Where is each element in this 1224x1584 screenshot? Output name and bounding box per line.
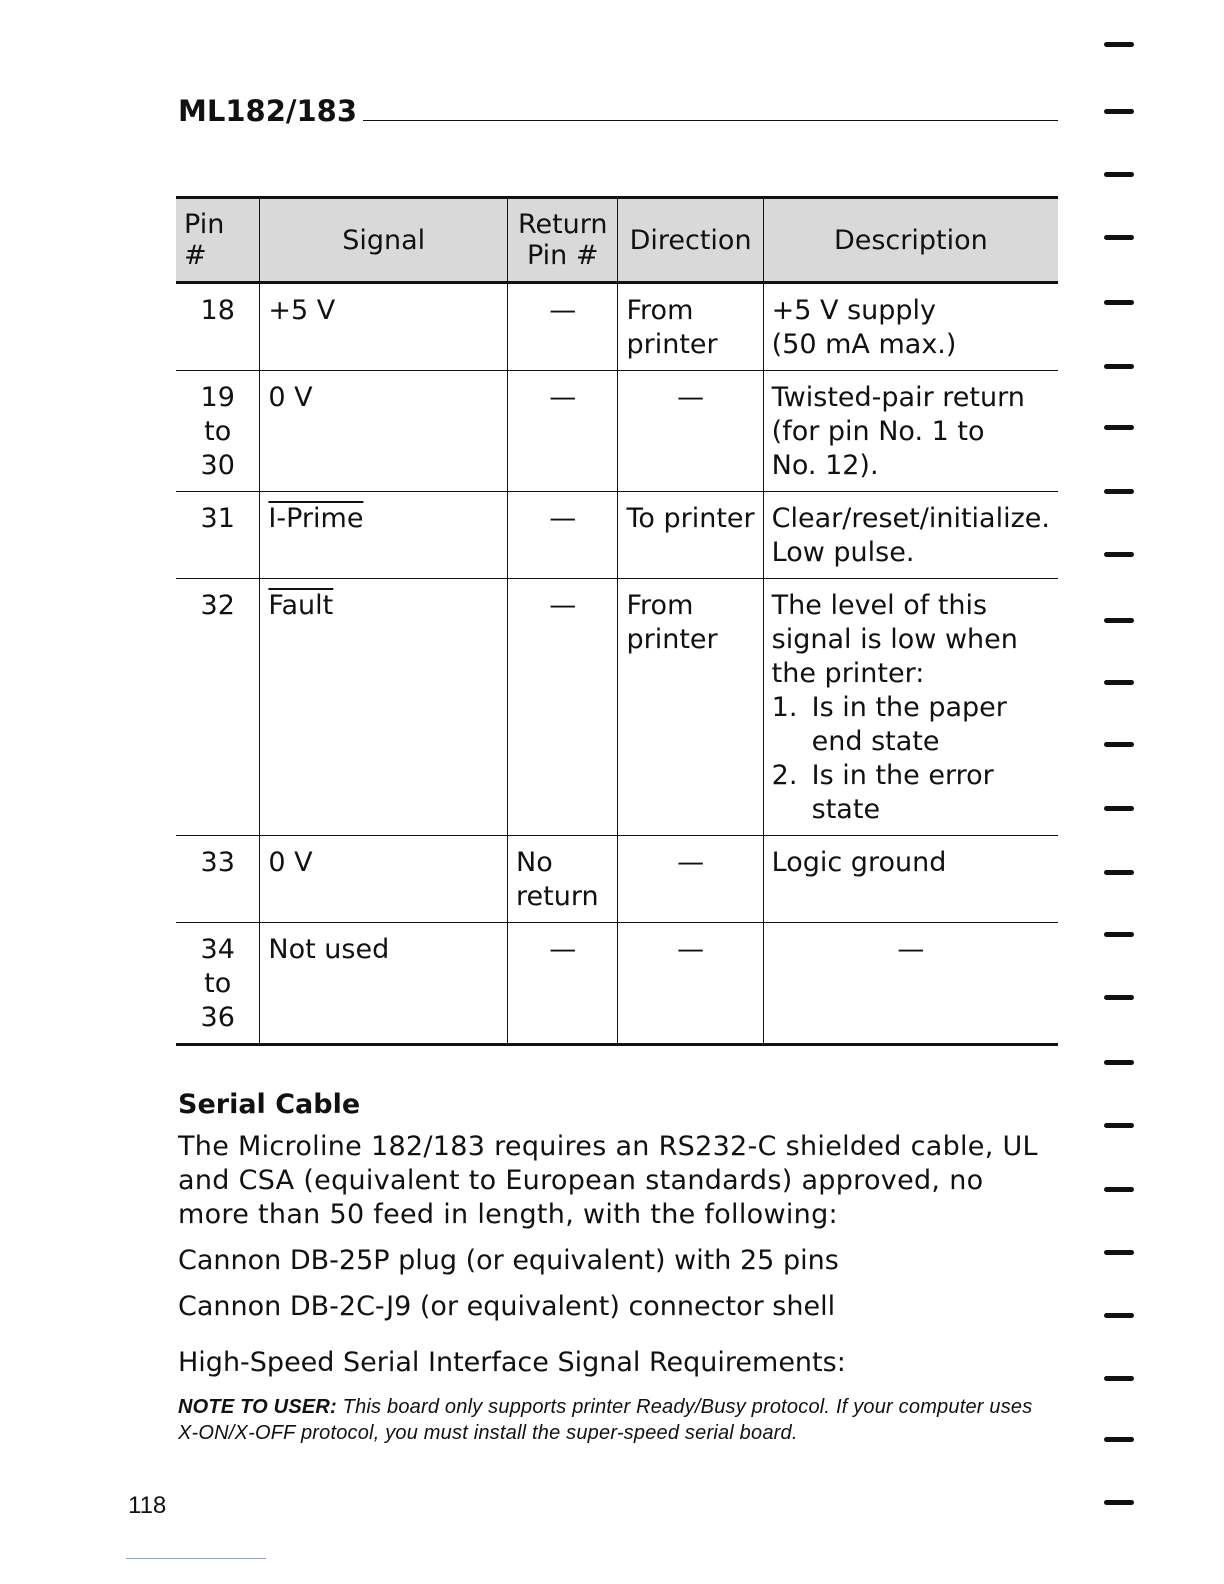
header-direction: Direction (618, 198, 763, 283)
cell-direction: — (618, 371, 763, 492)
list-item: 2. Is in the error state (771, 760, 994, 825)
cell-description: The level of this signal is low when the printer: 1. Is in the paper end state 2. Is in the error state (763, 579, 1058, 836)
cell-return: — (508, 371, 618, 492)
table-row (176, 923, 1058, 1045)
cell-direction: From printer (618, 579, 763, 836)
edge-mark (1104, 806, 1134, 811)
user-note (178, 1394, 1058, 1446)
cell-description: Twisted-pair return (for pin No. 1 to No. 12). (763, 371, 1058, 492)
edge-mark (1104, 42, 1134, 47)
edge-mark (1104, 425, 1134, 430)
binder-edge-marks (1104, 0, 1144, 1584)
cell-signal: 0 V (260, 836, 508, 923)
footer-rule (126, 1558, 266, 1559)
signal-active-low: I-Prime (268, 503, 364, 534)
edge-mark (1104, 932, 1134, 937)
cell-pin: 19 to 30 (176, 371, 260, 492)
cell-pin: 32 (176, 579, 260, 836)
edge-mark (1104, 1250, 1134, 1255)
edge-mark (1104, 235, 1134, 240)
edge-mark (1104, 172, 1134, 177)
edge-mark (1104, 489, 1134, 494)
cell-pin: 34 to 36 (176, 923, 260, 1045)
cell-signal: +5 V (260, 283, 508, 371)
edge-mark (1104, 1500, 1134, 1505)
edge-mark (1104, 552, 1134, 557)
edge-mark (1104, 1313, 1134, 1318)
condition-list (772, 691, 1050, 827)
cell-direction: — (618, 923, 763, 1045)
cell-description: Logic ground (763, 836, 1058, 923)
header-pin: Pin # (176, 198, 260, 283)
cell-pin: 31 (176, 492, 260, 579)
cell-signal: Not used (260, 923, 508, 1045)
cell-description: Clear/reset/initialize. Low pulse. (763, 492, 1058, 579)
cell-return: — (508, 283, 618, 371)
cell-return: No return (508, 836, 618, 923)
cell-pin: 33 (176, 836, 260, 923)
header-rule (363, 120, 1058, 121)
edge-mark (1104, 300, 1134, 305)
cell-return: — (508, 923, 618, 1045)
edge-mark (1104, 742, 1134, 747)
requirements-line: High-Speed Serial Interface Signal Requirements: (178, 1347, 846, 1378)
cell-signal (260, 579, 508, 836)
page-header (178, 92, 1058, 126)
section-heading: Serial Cable (178, 1089, 361, 1120)
cell-pin: 18 (200, 295, 235, 326)
page-number: 118 (128, 1492, 167, 1519)
cell-signal: 0 V (260, 371, 508, 492)
header-return-pin: Return Pin # (508, 198, 618, 283)
table-row (176, 371, 1058, 492)
table-row (176, 836, 1058, 923)
cell-direction: From printer (618, 283, 763, 371)
header-signal: Signal (260, 198, 508, 283)
cell-description: — (763, 923, 1058, 1045)
edge-mark (1104, 1060, 1134, 1065)
edge-mark (1104, 1376, 1134, 1381)
table-header-row (176, 198, 1058, 283)
edge-mark (1104, 1187, 1134, 1192)
edge-mark (1104, 109, 1134, 114)
table-row (176, 492, 1058, 579)
signal-active-low: Fault (268, 590, 334, 621)
serial-cable-section (178, 1088, 1058, 1446)
connector-shell-line: Cannon DB-2C-J9 (or equivalent) connector shell (178, 1291, 836, 1322)
note-label: NOTE TO USER: (178, 1396, 337, 1418)
note-text: This board only supports printer Ready/Busy protocol. If your computer uses X-ON/X-OFF protocol, you must install the super-speed serial board. (178, 1396, 1033, 1444)
pin-table (176, 196, 1058, 1046)
cell-description: +5 V supply (50 mA max.) (763, 283, 1058, 371)
edge-mark (1104, 870, 1134, 875)
edge-mark (1104, 995, 1134, 1000)
cell-direction: To printer (618, 492, 763, 579)
cell-direction: — (618, 836, 763, 923)
header-description: Description (763, 198, 1058, 283)
connector-plug-line: Cannon DB-25P plug (or equivalent) with 25 pins (178, 1245, 839, 1276)
cell-return: — (508, 579, 618, 836)
edge-mark (1104, 618, 1134, 623)
edge-mark (1104, 364, 1134, 369)
edge-mark (1104, 1123, 1134, 1128)
cell-signal (260, 492, 508, 579)
serial-paragraph: The Microline 182/183 requires an RS232-C shielded cable, UL and CSA (equivalent to European standards) approved, no more than 50 feed in length, with the following: (178, 1131, 1038, 1230)
cell-return: — (508, 492, 618, 579)
edge-mark (1104, 680, 1134, 685)
table-row (176, 579, 1058, 836)
list-item: 1. Is in the paper end state (771, 692, 1007, 757)
page-title: ML182/183 (178, 94, 357, 128)
table-row (176, 283, 1058, 371)
edge-mark (1104, 1437, 1134, 1442)
